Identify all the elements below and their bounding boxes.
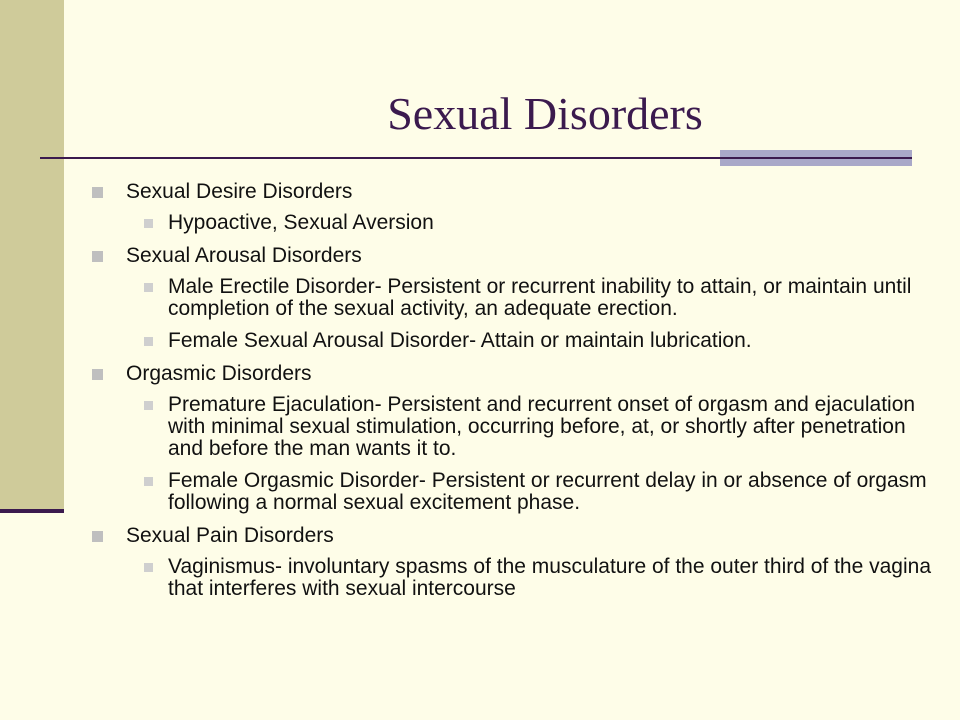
- bullet-item: [90, 524, 940, 548]
- sub-bullet-text: Premature Ejaculation- Persistent and recurrent onset of orgasm and ejaculation with minimal sexual stimulation, occurring before, at, or shortly after penetration and before the man wants it to.: [168, 393, 916, 460]
- square-bullet-icon: [144, 219, 153, 228]
- bullet-list: [90, 175, 940, 610]
- sidebar-band: [0, 0, 64, 510]
- sub-bullet-item: [90, 212, 940, 234]
- square-bullet-icon: [92, 187, 103, 198]
- square-bullet-icon: [92, 369, 103, 380]
- sub-bullet-text: Hypoactive, Sexual Aversion: [168, 211, 434, 234]
- sub-bullet-text: Male Erectile Disorder- Persistent or recurrent inability to attain, or maintain until completion of the sexual activity, an adequate erection.: [168, 275, 912, 320]
- sub-bullet-text: Female Sexual Arousal Disorder- Attain or maintain lubrication.: [168, 329, 752, 352]
- sidebar-divider: [0, 509, 64, 513]
- bullet-item: [90, 244, 940, 268]
- square-bullet-icon: [144, 337, 153, 346]
- square-bullet-icon: [144, 401, 153, 410]
- slide-title: Sexual Disorders: [387, 88, 703, 139]
- title-accent-bar: [720, 150, 912, 166]
- bullet-item: [90, 362, 940, 386]
- sub-bullet-text: Vaginismus- involuntary spasms of the musculature of the outer third of the vagina that interferes with sexual intercourse: [168, 555, 932, 600]
- bullet-text: Sexual Pain Disorders: [126, 524, 334, 547]
- square-bullet-icon: [92, 531, 103, 542]
- bullet-text: Orgasmic Disorders: [126, 362, 312, 385]
- bullet-item: [90, 180, 940, 204]
- sub-bullet-item: [90, 276, 940, 320]
- bullet-text: Sexual Desire Disorders: [126, 180, 353, 203]
- bullet-text: Sexual Arousal Disorders: [126, 244, 362, 267]
- sub-bullet-text: Female Orgasmic Disorder- Persistent or recurrent delay in or absence of orgasm following a normal sexual excitement phase.: [168, 469, 927, 514]
- square-bullet-icon: [144, 563, 153, 572]
- sub-bullet-item: [90, 470, 940, 514]
- square-bullet-icon: [144, 283, 153, 292]
- square-bullet-icon: [144, 477, 153, 486]
- sub-bullet-item: [90, 330, 940, 352]
- sub-bullet-item: [90, 394, 940, 460]
- square-bullet-icon: [92, 251, 103, 262]
- sub-bullet-item: [90, 556, 940, 600]
